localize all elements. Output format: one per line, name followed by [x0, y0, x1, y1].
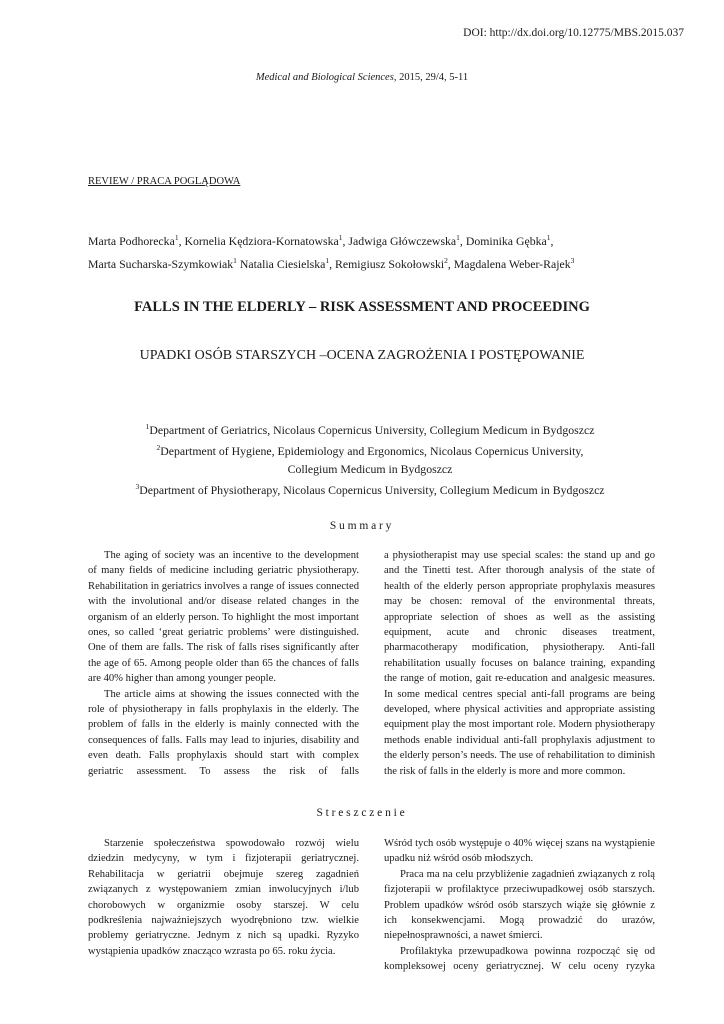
affil-text: Department of Physiotherapy, Nicolaus Copernicus University, Collegium Medicum in Bydgoszcz [139, 482, 605, 497]
author-affil-marker: 2 [444, 255, 448, 265]
author-separator: , [550, 233, 554, 248]
title-polish: UPADKI OSÓB STARSZYCH –OCENA ZAGROŻENIA I POSTĘPOWANIE [139, 348, 585, 363]
author-affil-marker: 1 [546, 233, 551, 242]
affiliation-1 [0, 418, 724, 439]
summary-heading: Summary [329, 520, 395, 532]
streszczenie-heading: Streszczenie [316, 807, 408, 819]
author-name: , Kornelia Kędziora-Kornatowska [178, 233, 339, 248]
streszczenie-paragraph: Starzenie społeczeństwa spowodowało rozwój wielu dziedzin medycyny, w tym i fizjoterapii geriatrycznej. Rehabilitacja w geriatrii obejmuje szereg zagadnień związanych z występowaniem zmian inwolucyjnych i/lub chorobowych w organizmie osoby starszej. W celu podkreślenia najważniejszych wyodrębniono tzw. wielkie problemy geriatryczne. Jednym z nich są upadki. Ryzyko wystąpienia upadków znacząco wzrasta po 65. roku życia. [88, 838, 359, 957]
article-type: REVIEW / PRACA POGLĄDOWA [88, 176, 241, 187]
author-affil-marker: 3 [570, 255, 575, 265]
author-list [88, 228, 648, 274]
affiliations [0, 418, 724, 499]
affiliation-3 [0, 478, 724, 499]
affil-text: Department of Hygiene, Epidemiology and Ergonomics, Nicolaus Copernicus University, [160, 443, 584, 458]
journal-details: , 2015, 29/4, 5-11 [393, 72, 469, 83]
streszczenie-right-column [384, 836, 655, 975]
streszczenie-paragraph: Praca ma na celu przybliżenie zagadnień związanych z rolą fizjoterapii w profilaktyce przeciwupadkowej osób starszych. Problem upadków wśród osób starszych wiąże się głównie z ich konsekwencjami. Mogą prowadzić do urazów, niepełnosprawności, a nawet śmierci. [384, 868, 655, 942]
streszczenie-left-column [88, 836, 359, 959]
author-name: Marta Sucharska-Szymkowiak [88, 256, 234, 271]
affil-text: Department of Geriatrics, Nicolaus Copernicus University, Collegium Medicum in Bydgoszcz [149, 422, 595, 437]
title-english: FALLS IN THE ELDERLY – RISK ASSESSMENT AND PROCEEDING [134, 299, 590, 315]
summary-right-column [384, 548, 655, 779]
author-affil-marker: 1 [338, 233, 343, 242]
summary-paragraph: The aging of society was an incentive to the development of many fields of medicine including geriatric physiotherapy. Rehabilitation in geriatrics involves a range of issues connected with the involutional and/or disease related changes in the organism of an elderly person. To highlight the most important ones, so called ‘great geriatric problems’ were distinguished. One of them are falls. The risk of falls rises significantly after the age of 65. Among people older than 65 the chances of falls are 40% higher than among younger people. [88, 550, 359, 685]
journal-name: Medical and Biological Sciences [255, 72, 394, 83]
author-name: , Remigiusz Sokołowski [329, 256, 445, 271]
affil-marker: 2 [156, 442, 161, 452]
streszczenie-paragraph: Wśród tych osób występuje o 40% więcej szans na wystąpienie upadku niż wśród osób młodszych. [384, 838, 655, 865]
author-affil-marker: 1 [233, 255, 237, 265]
summary-left-column [88, 548, 359, 779]
author-affil-marker: 1 [456, 233, 460, 242]
summary-paragraph: The article aims at showing the issues connected with the role of physiotherapy in falls prophylaxis in the elderly. The problem of falls in the elderly is mainly connected with the consequences of falls. Falls may lead to injuries, disability and even death. Falls prophylaxis should start with complex geriatric assessment. To assess the risk of falls [88, 688, 359, 777]
author-name: Marta Podhorecka [88, 233, 175, 248]
summary-paragraph: a physiotherapist may use special scales: the stand up and go and the Tinetti test. After thorough analysis of the state of health of the elderly person appropriate prophylaxis measures may be chosen: removal of the environmental threats, appropriate selection of shoes as well as the assisting equipment, acute and chronic diseases treatment, pharmacotherapy modification, physiotherapy. Anti-fall rehabilitation usually focuses on balance training, expanding the range of motion, gait re-education and analgesic measures. In some medical centres special anti-fall programs are being developed, where physical activities and appropriate assisting equipment play the most important role. Modern physiotherapy methods enable individual anti-fall prophylaxis adjustment to the elderly person’s needs. The use of rehabilitation to diminish the risk of falls in the elderly is more and more common. [384, 550, 655, 777]
author-affil-marker: 1 [325, 255, 330, 265]
affil-marker: 3 [135, 481, 140, 491]
affiliation-2 [0, 439, 724, 460]
affiliation-2-cont: Collegium Medicum in Bydgoszcz [287, 461, 453, 476]
author-name: Natalia Ciesielska [236, 256, 326, 271]
author-name: , Dominika Gębka [459, 233, 547, 248]
affil-marker: 1 [145, 422, 150, 431]
streszczenie-paragraph: Profilaktyka przewupadkowa powinna rozpocząć się od kompleksowej oceny geriatrycznej. W celu oceny ryzyka [384, 945, 655, 973]
author-affil-marker: 1 [174, 233, 179, 242]
doi-link[interactable]: DOI: http://dx.doi.org/10.12775/MBS.2015.037 [463, 27, 684, 39]
author-name: , Magdalena Weber-Rajek [447, 256, 571, 271]
author-name: , Jadwiga Główczewska [342, 233, 457, 248]
journal-citation [0, 72, 724, 83]
